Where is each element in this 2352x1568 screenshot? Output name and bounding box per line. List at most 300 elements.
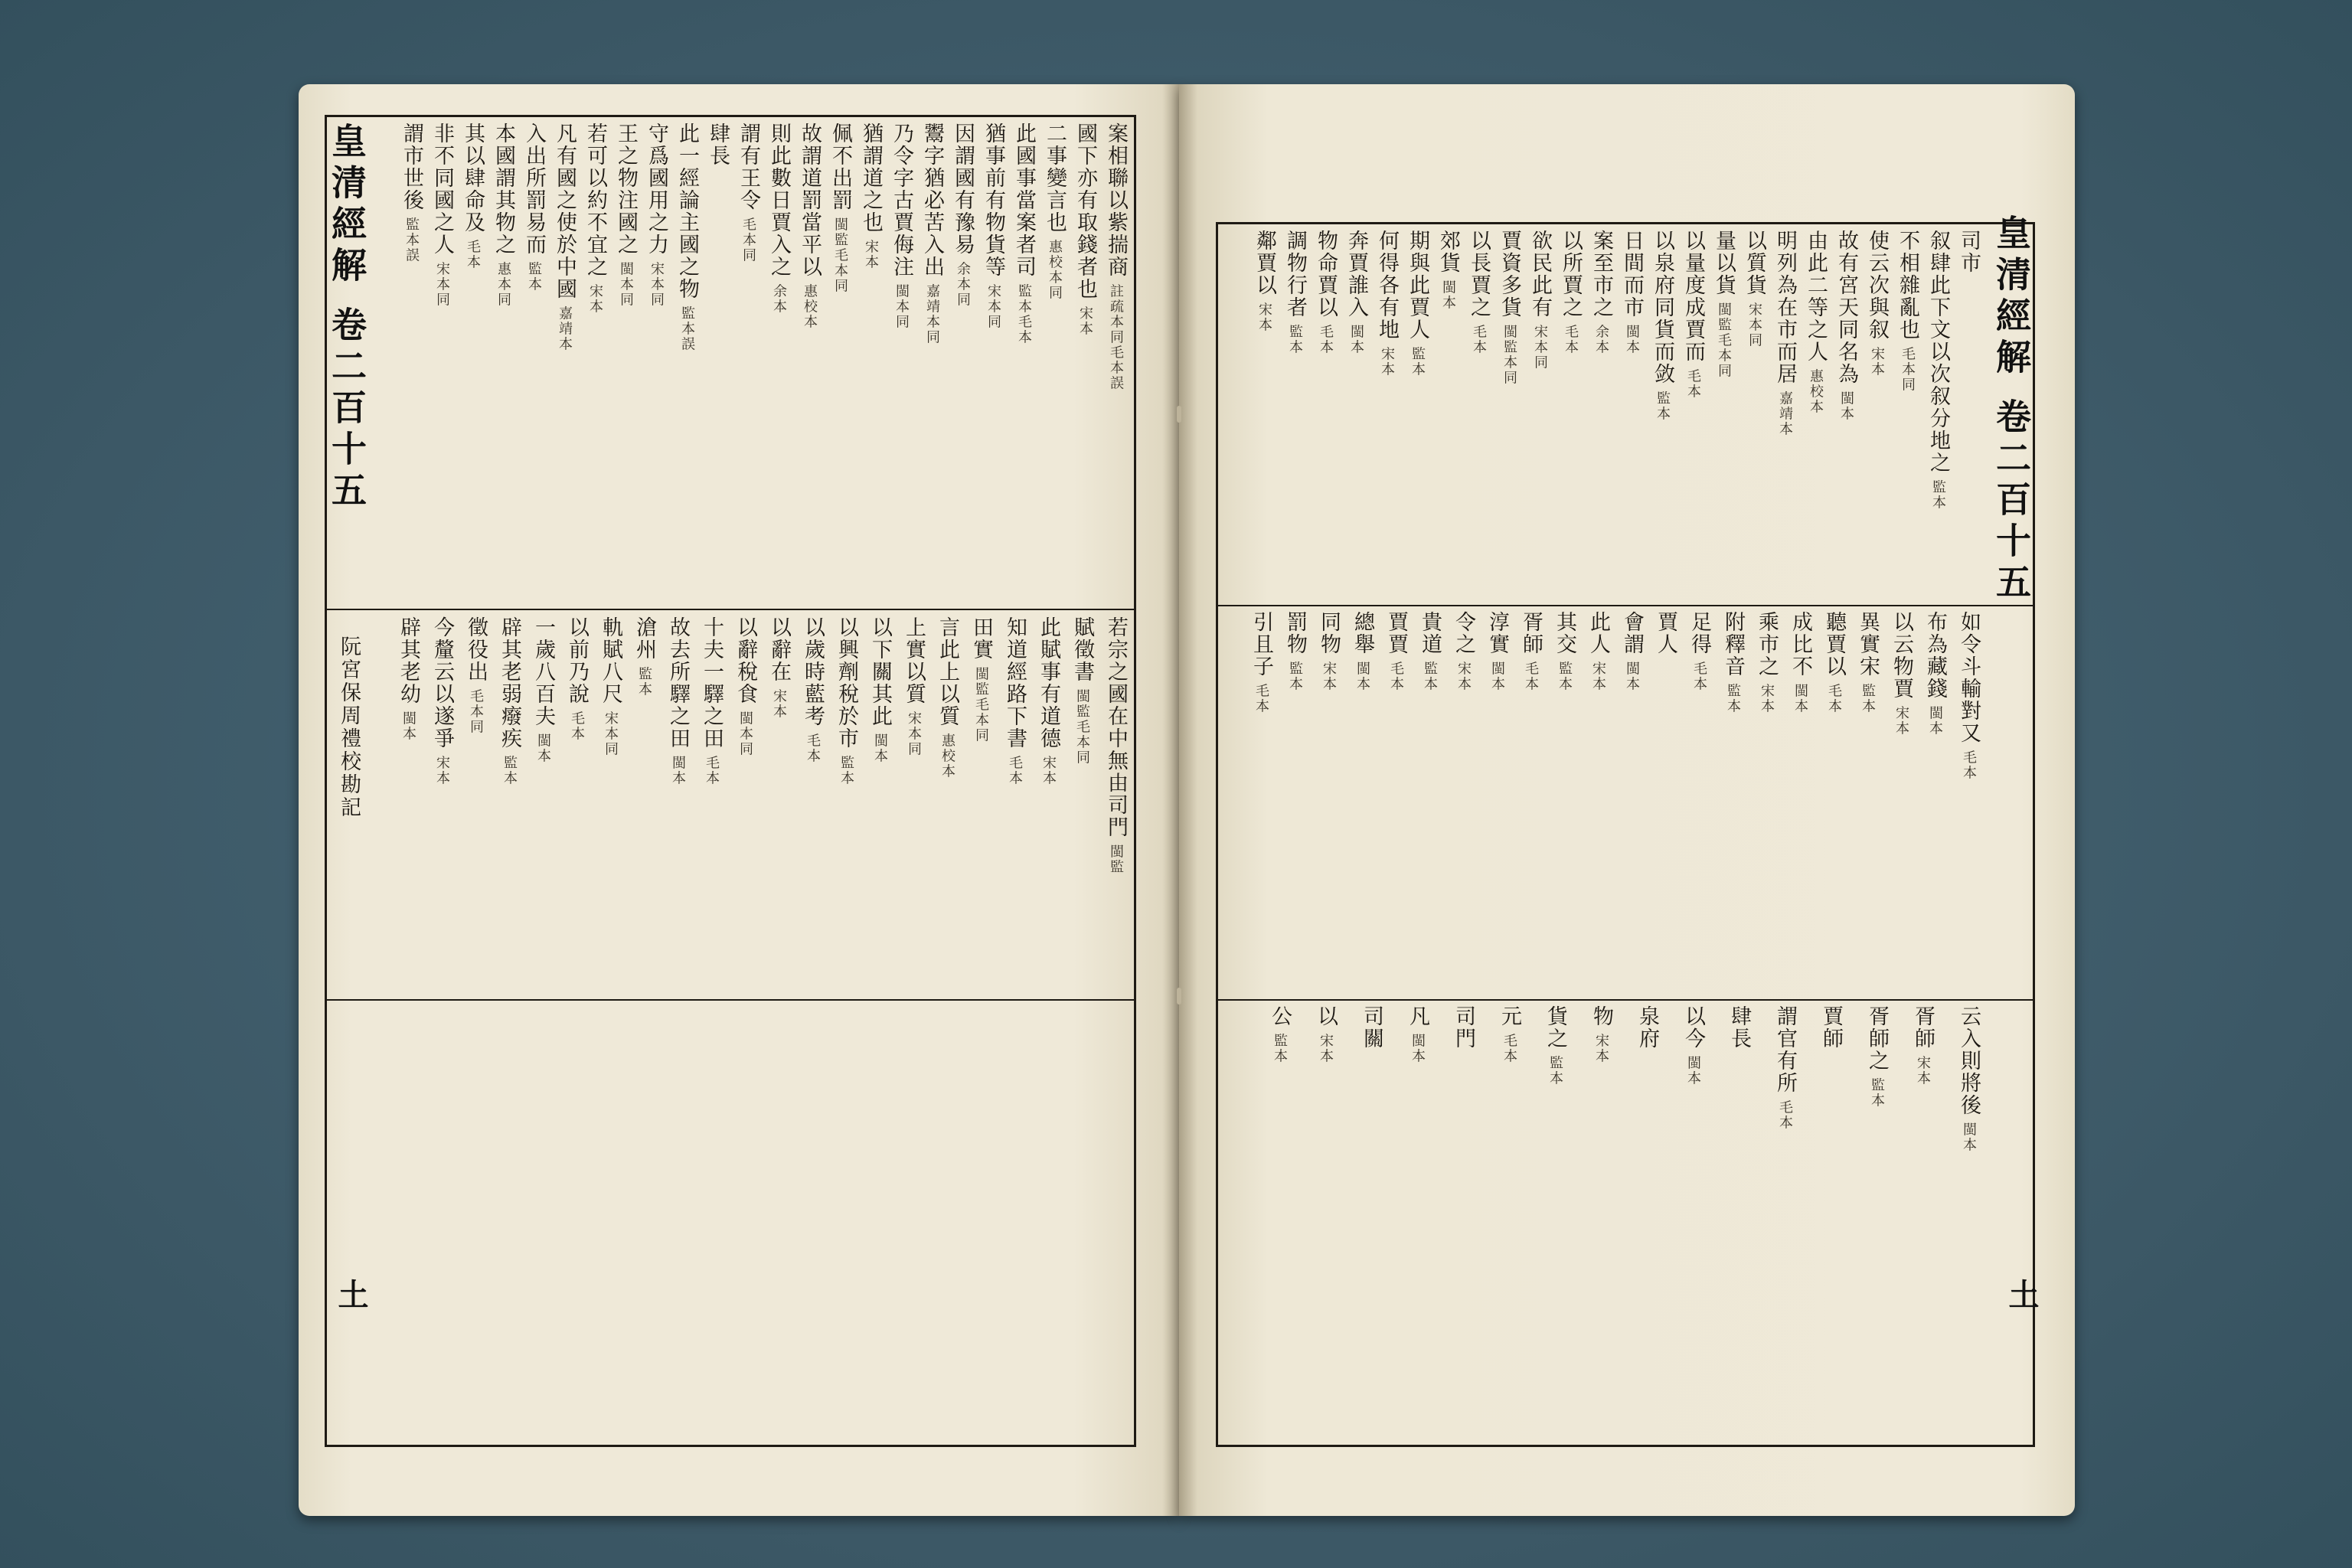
text-column	[1713, 611, 1746, 994]
column-annotation: 毛本	[1318, 318, 1334, 355]
text-column	[1799, 1005, 1844, 1442]
column-annotation: 宋本	[1893, 700, 1909, 737]
column-main-text: 謂官有所	[1773, 1005, 1797, 1094]
column-main-text: 乃令字古賈侮注	[890, 122, 913, 278]
column-annotation: 監本	[1655, 385, 1671, 422]
column-annotation: 閩監毛本同	[1716, 296, 1732, 379]
column-annotation: 宋本同	[1532, 318, 1548, 371]
column-main-text: 言此上以質	[936, 616, 959, 727]
text-column	[1248, 1005, 1292, 1442]
column-main-text: 凡	[1406, 1005, 1429, 1027]
column-main-text: 以泉府同貨而敛	[1651, 230, 1674, 385]
column-main-text: 物	[1589, 1005, 1613, 1027]
column-main-text: 乘市之	[1755, 611, 1779, 678]
text-column	[928, 616, 960, 993]
column-main-text: 以質貨	[1743, 230, 1766, 296]
column-main-text: 國下亦有取錢者也	[1073, 122, 1097, 300]
column-annotation: 毛本	[569, 705, 585, 742]
left-page-number: 土	[333, 1279, 369, 1309]
column-annotation: 閩本	[1838, 385, 1854, 422]
column-main-text: 因謂國有豫易	[951, 122, 975, 256]
column-main-text: 物命賈以	[1314, 230, 1338, 318]
column-annotation: 閩監	[1108, 838, 1124, 875]
column-annotation: 宋本	[1869, 341, 1885, 377]
text-column	[1661, 1005, 1706, 1442]
column-annotation: 監本	[1422, 655, 1438, 692]
text-column	[760, 616, 792, 993]
text-column	[1309, 611, 1341, 994]
column-main-text: 郊貨	[1436, 230, 1460, 274]
column-annotation: 毛本	[1007, 750, 1023, 786]
text-column	[1882, 611, 1914, 994]
column-annotation: 監本	[526, 256, 542, 292]
column-main-text: 量以貨	[1712, 230, 1736, 296]
column-main-text: 以辭在	[767, 616, 791, 683]
column-annotation: 閩監毛本同	[832, 211, 848, 294]
column-annotation: 閩本	[1624, 655, 1640, 692]
text-column	[1309, 230, 1338, 600]
column-main-text: 守爲國用之力	[645, 122, 668, 256]
column-annotation: 監本	[1860, 678, 1876, 714]
text-column	[658, 616, 691, 993]
column-main-text: 以興劑稅於市	[835, 616, 858, 750]
column-annotation: 惠校本	[802, 278, 818, 330]
right-middle-text	[1223, 611, 1981, 994]
text-column	[1478, 611, 1510, 994]
text-column	[423, 616, 455, 993]
column-main-text: 謂有王令	[737, 122, 760, 211]
left-title-strip	[326, 122, 372, 612]
column-annotation: 惠校本同	[1047, 234, 1063, 301]
column-annotation: 監本	[1557, 655, 1573, 692]
column-main-text: 以辭稅食	[733, 616, 757, 705]
column-annotation: 宋本	[587, 278, 603, 315]
column-main-text: 其以肆命及	[461, 122, 485, 234]
column-annotation: 宋本	[1256, 296, 1272, 333]
text-column	[1462, 230, 1491, 600]
text-column	[1432, 230, 1461, 600]
column-main-text: 謂市世後	[400, 122, 423, 211]
column-main-text: 此國事當案者司	[1012, 122, 1036, 278]
column-main-text: 異實宋	[1856, 611, 1880, 678]
text-column	[995, 616, 1027, 993]
text-column	[1952, 230, 1981, 600]
column-main-text: 此人	[1586, 611, 1610, 655]
column-main-text: 猶事前有物貨等	[982, 122, 1005, 278]
column-annotation: 余本	[771, 278, 787, 315]
text-column	[1646, 230, 1675, 600]
column-annotation: 宋本	[434, 750, 450, 786]
column-main-text: 同物	[1317, 611, 1341, 655]
book-gutter	[1162, 84, 1197, 1516]
column-annotation: 閩本	[1348, 318, 1364, 355]
text-column	[1612, 611, 1645, 994]
column-annotation: 閩本同	[893, 278, 910, 330]
column-main-text: 以長賈之	[1467, 230, 1491, 318]
text-column	[962, 616, 994, 993]
text-column	[1707, 230, 1736, 600]
text-column	[625, 616, 657, 993]
column-main-text: 附釋音	[1721, 611, 1745, 678]
text-column	[1279, 230, 1308, 600]
text-column	[557, 616, 590, 993]
text-column	[548, 122, 577, 603]
text-column	[885, 122, 914, 603]
column-annotation: 毛本	[465, 234, 481, 270]
column-main-text: 成比不	[1788, 611, 1812, 678]
column-main-text: 泉府	[1635, 1005, 1659, 1050]
right-page	[1179, 84, 2075, 1516]
column-main-text: 凡有國之使於中國	[553, 122, 577, 300]
column-main-text: 賈賈	[1384, 611, 1408, 655]
text-column	[1615, 230, 1645, 600]
text-column	[977, 122, 1006, 603]
text-column	[671, 122, 700, 603]
text-column	[1340, 230, 1369, 600]
column-main-text: 胥師	[1519, 611, 1543, 655]
column-annotation: 惠校本	[1808, 363, 1824, 415]
column-annotation: 閩本	[400, 705, 416, 742]
column-main-text: 司門	[1452, 1005, 1475, 1050]
text-column	[609, 122, 639, 603]
text-column	[1038, 122, 1067, 603]
binding-stitch	[1177, 406, 1181, 423]
column-main-text: 則此數日賈入之	[767, 122, 791, 278]
right-title-strip	[1991, 214, 2037, 750]
column-main-text: 足得	[1687, 611, 1711, 655]
column-annotation: 毛本	[1777, 1094, 1793, 1131]
column-annotation: 閩本	[1792, 678, 1808, 714]
column-main-text: 案相聯以紫揣商	[1104, 122, 1128, 278]
text-column	[1769, 230, 1798, 600]
column-annotation: 宋本	[1593, 1027, 1609, 1064]
column-main-text: 鬻字猶必苦入出	[920, 122, 944, 278]
text-column	[524, 616, 556, 993]
column-annotation: 監本誤	[679, 300, 695, 352]
column-main-text: 淳實	[1485, 611, 1509, 655]
column-annotation: 毛本	[1471, 318, 1487, 355]
column-annotation: 毛本	[1961, 744, 1977, 781]
column-annotation: 毛本	[1826, 678, 1842, 714]
column-main-text: 本國謂其物之	[492, 122, 515, 256]
text-column	[389, 616, 421, 993]
column-main-text: 辟其老弱癈疾	[498, 616, 521, 750]
column-main-text: 賈師	[1819, 1005, 1843, 1050]
column-annotation: 閩本	[1961, 1116, 1977, 1153]
column-annotation: 毛本	[1388, 655, 1404, 692]
column-main-text: 十夫一驛之田	[700, 616, 724, 750]
text-column	[1680, 611, 1712, 994]
text-column	[1340, 1005, 1384, 1442]
column-main-text: 以量度成賈而	[1681, 230, 1705, 363]
column-main-text: 一歲八百夫	[531, 616, 555, 727]
text-column	[1781, 611, 1813, 994]
text-column	[1799, 230, 1828, 600]
column-annotation: 毛本	[1691, 655, 1707, 692]
text-column	[1370, 230, 1400, 600]
column-main-text: 以歲時藍考	[801, 616, 825, 727]
column-annotation: 閩本	[872, 727, 888, 764]
column-main-text: 胥師	[1911, 1005, 1935, 1050]
text-column	[1063, 616, 1095, 993]
text-column	[1677, 230, 1706, 600]
column-main-text: 罰物	[1283, 611, 1307, 655]
left-footer: 阮宮保周禮校勘記	[337, 635, 361, 819]
text-column	[916, 122, 945, 603]
column-main-text: 布為藏錢	[1923, 611, 1947, 700]
book-title-right: 皇清經解	[1991, 214, 2032, 380]
text-column	[1386, 1005, 1430, 1442]
text-column	[1949, 611, 1981, 994]
text-column	[1478, 1005, 1522, 1442]
column-main-text: 王之物注國之	[614, 122, 638, 256]
text-column	[1069, 122, 1098, 603]
column-annotation: 宋本	[1590, 655, 1606, 692]
text-column	[456, 122, 485, 603]
column-main-text: 奔賈誰入	[1344, 230, 1368, 318]
volume-label-right: 卷二百十五	[1991, 398, 2032, 606]
column-annotation: 毛本	[805, 727, 821, 764]
column-main-text: 調物行者	[1283, 230, 1307, 318]
text-column	[1008, 122, 1037, 603]
left-middle-text	[378, 616, 1129, 993]
column-main-text: 軌賦八尺	[599, 616, 622, 705]
column-annotation: 閩本	[1624, 318, 1640, 355]
column-annotation: 惠校本	[939, 727, 956, 779]
column-annotation: 監本	[1930, 474, 1946, 511]
text-column	[591, 616, 623, 993]
text-column	[456, 616, 488, 993]
column-annotation: 監本	[838, 750, 854, 786]
column-annotation: 閩本	[670, 750, 686, 786]
column-main-text: 猶謂道之也	[859, 122, 883, 234]
column-annotation: 閩本	[1685, 1050, 1701, 1086]
column-annotation: 閩監毛本同	[1074, 683, 1090, 766]
text-column	[1444, 611, 1476, 994]
right-section-divider-lower	[1216, 999, 2035, 1001]
column-annotation: 閩本	[1410, 1027, 1426, 1064]
column-main-text: 胥師之	[1865, 1005, 1889, 1072]
column-annotation: 毛本	[1523, 655, 1539, 692]
column-annotation: 閩本同	[737, 705, 753, 757]
column-annotation: 惠本同	[495, 256, 511, 308]
column-annotation: 宋本	[1379, 341, 1395, 377]
column-annotation: 監本	[1287, 655, 1303, 692]
text-column	[1891, 1005, 1936, 1442]
column-annotation: 余本同	[955, 256, 971, 308]
text-column	[1401, 230, 1430, 600]
column-main-text: 今釐云以遂爭	[430, 616, 454, 750]
column-main-text: 叙肆此下文以次叙分地之	[1926, 230, 1950, 474]
column-annotation: 毛本	[704, 750, 720, 786]
text-column	[827, 616, 859, 993]
column-annotation: 毛本同	[468, 683, 484, 735]
column-main-text: 徵役出	[464, 616, 488, 683]
text-column	[1937, 1005, 1981, 1442]
column-annotation: 監本	[1272, 1027, 1288, 1064]
column-main-text: 鄰賈以	[1253, 230, 1276, 296]
text-column	[1570, 1005, 1614, 1442]
column-main-text: 其交	[1553, 611, 1576, 655]
column-main-text: 司關	[1360, 1005, 1383, 1050]
column-main-text: 以前乃說	[565, 616, 589, 705]
column-main-text: 聽賈以	[1822, 611, 1846, 678]
text-column	[1524, 1005, 1568, 1442]
column-main-text: 案至市之	[1589, 230, 1613, 318]
text-column	[732, 122, 761, 603]
column-annotation: 毛本	[1563, 318, 1579, 355]
column-annotation: 宋本	[1318, 1027, 1334, 1064]
column-main-text: 使云次與叙	[1865, 230, 1889, 341]
column-annotation: 監本毛本	[1016, 278, 1032, 345]
text-column	[1845, 1005, 1890, 1442]
right-lower-text	[1223, 1005, 1981, 1442]
left-section-divider-lower	[325, 999, 1136, 1001]
text-column	[1511, 611, 1544, 994]
column-annotation: 監本	[1287, 318, 1303, 355]
text-column	[1707, 1005, 1752, 1442]
text-column	[1276, 611, 1308, 994]
text-column	[1916, 611, 1948, 994]
binding-stitch	[1177, 988, 1181, 1004]
text-column	[1753, 1005, 1798, 1442]
column-main-text: 入出所罰易而	[522, 122, 546, 256]
text-column	[1410, 611, 1442, 994]
text-column	[1615, 1005, 1660, 1442]
text-column	[1096, 616, 1129, 993]
column-main-text: 日間而市	[1620, 230, 1644, 318]
text-column	[1099, 122, 1129, 603]
text-column	[579, 122, 608, 603]
column-annotation: 閩本	[1354, 655, 1370, 692]
column-annotation: 宋本	[1455, 655, 1472, 692]
column-main-text: 明列為在市而居	[1773, 230, 1797, 385]
column-annotation: 毛本	[1253, 678, 1269, 714]
column-main-text: 二事變言也	[1043, 122, 1067, 234]
column-annotation: 宋本同	[648, 256, 665, 308]
text-column	[1747, 611, 1779, 994]
column-main-text: 貴道	[1418, 611, 1442, 655]
column-annotation: 嘉靖本同	[924, 278, 940, 345]
text-column	[640, 122, 669, 603]
column-main-text: 賦徵書	[1070, 616, 1094, 683]
text-column	[894, 616, 926, 993]
text-column	[1738, 230, 1767, 600]
text-column	[1343, 611, 1375, 994]
column-annotation: 閩本同	[618, 256, 634, 308]
column-annotation: 監本	[501, 750, 518, 786]
column-main-text: 以所賈之	[1559, 230, 1583, 318]
column-main-text: 以云物賈	[1890, 611, 1913, 700]
text-column	[1830, 230, 1859, 600]
column-annotation: 宋本	[771, 683, 787, 720]
column-annotation: 毛本同	[1900, 341, 1916, 393]
column-annotation: 毛本	[1685, 363, 1701, 400]
column-main-text: 佩不出罰	[828, 122, 852, 211]
text-column	[1646, 611, 1678, 994]
text-column	[395, 122, 424, 603]
column-main-text: 若可以約不宜之	[583, 122, 607, 278]
column-main-text: 賈人	[1654, 611, 1677, 655]
left-page	[299, 84, 1179, 1516]
column-annotation: 余本	[1593, 318, 1609, 355]
column-annotation: 宋本同	[434, 256, 450, 308]
right-upper-text	[1223, 230, 1981, 600]
column-main-text: 上實以質	[902, 616, 926, 705]
text-column	[1294, 1005, 1338, 1442]
text-column	[1891, 230, 1920, 600]
column-main-text: 由此二等之人	[1804, 230, 1828, 363]
column-annotation: 嘉靖本	[1777, 385, 1793, 437]
column-main-text: 此一經論主國之物	[675, 122, 699, 300]
column-main-text: 公	[1268, 1005, 1292, 1027]
text-column	[426, 122, 455, 603]
left-section-divider-upper	[325, 609, 1136, 610]
column-annotation: 監本	[636, 661, 652, 697]
text-column	[1029, 616, 1061, 993]
column-annotation: 監本	[1869, 1072, 1885, 1109]
column-main-text: 滄州	[632, 616, 656, 661]
text-column	[793, 122, 822, 603]
text-column	[490, 616, 522, 993]
column-main-text: 以下關其此	[868, 616, 892, 727]
column-annotation: 監本誤	[403, 211, 420, 263]
column-annotation: 註疏本同毛本誤	[1108, 278, 1124, 391]
column-annotation: 毛本同	[740, 211, 756, 263]
text-column	[1493, 230, 1522, 600]
text-column	[1922, 230, 1951, 600]
column-main-text: 引且子	[1250, 611, 1273, 678]
column-annotation: 閩監毛本同	[973, 661, 989, 743]
right-page-number: 土	[2004, 1279, 2040, 1309]
column-annotation: 監本	[1547, 1050, 1563, 1086]
text-column	[1554, 230, 1583, 600]
text-column	[487, 122, 516, 603]
column-main-text: 如令斗輸對又	[1957, 611, 1981, 744]
column-annotation: 閩監本同	[1501, 318, 1517, 386]
column-annotation: 宋本同	[906, 705, 922, 757]
open-book	[299, 84, 2075, 1516]
column-main-text: 不相雜亂也	[1896, 230, 1919, 341]
text-column	[692, 616, 724, 993]
column-annotation: 毛本	[1501, 1027, 1517, 1064]
column-annotation: 宋本	[863, 234, 879, 270]
column-main-text: 以	[1314, 1005, 1338, 1027]
text-column	[1248, 230, 1277, 600]
text-column	[1432, 1005, 1476, 1442]
text-column	[861, 616, 893, 993]
column-main-text: 故有宮天同名為	[1834, 230, 1858, 385]
column-annotation: 宋本	[1321, 655, 1337, 692]
column-main-text: 故去所驛之田	[666, 616, 690, 750]
column-annotation: 監本	[1410, 341, 1426, 377]
column-main-text: 司市	[1957, 230, 1981, 274]
column-main-text: 知道經路下書	[1003, 616, 1027, 750]
column-annotation: 宋本	[1040, 750, 1057, 786]
text-column	[793, 616, 825, 993]
column-main-text: 令之	[1452, 611, 1475, 655]
column-main-text: 貨之	[1544, 1005, 1567, 1050]
column-annotation: 宋本	[1759, 678, 1775, 714]
right-section-divider-upper	[1216, 605, 2035, 606]
column-main-text: 此賦事有道德	[1037, 616, 1060, 750]
text-column	[518, 122, 547, 603]
column-main-text: 辟其老幼	[397, 616, 420, 705]
column-annotation: 監本	[1725, 678, 1741, 714]
text-column	[1815, 611, 1847, 994]
text-column	[1860, 230, 1890, 600]
column-annotation: 嘉靖本	[557, 300, 573, 352]
